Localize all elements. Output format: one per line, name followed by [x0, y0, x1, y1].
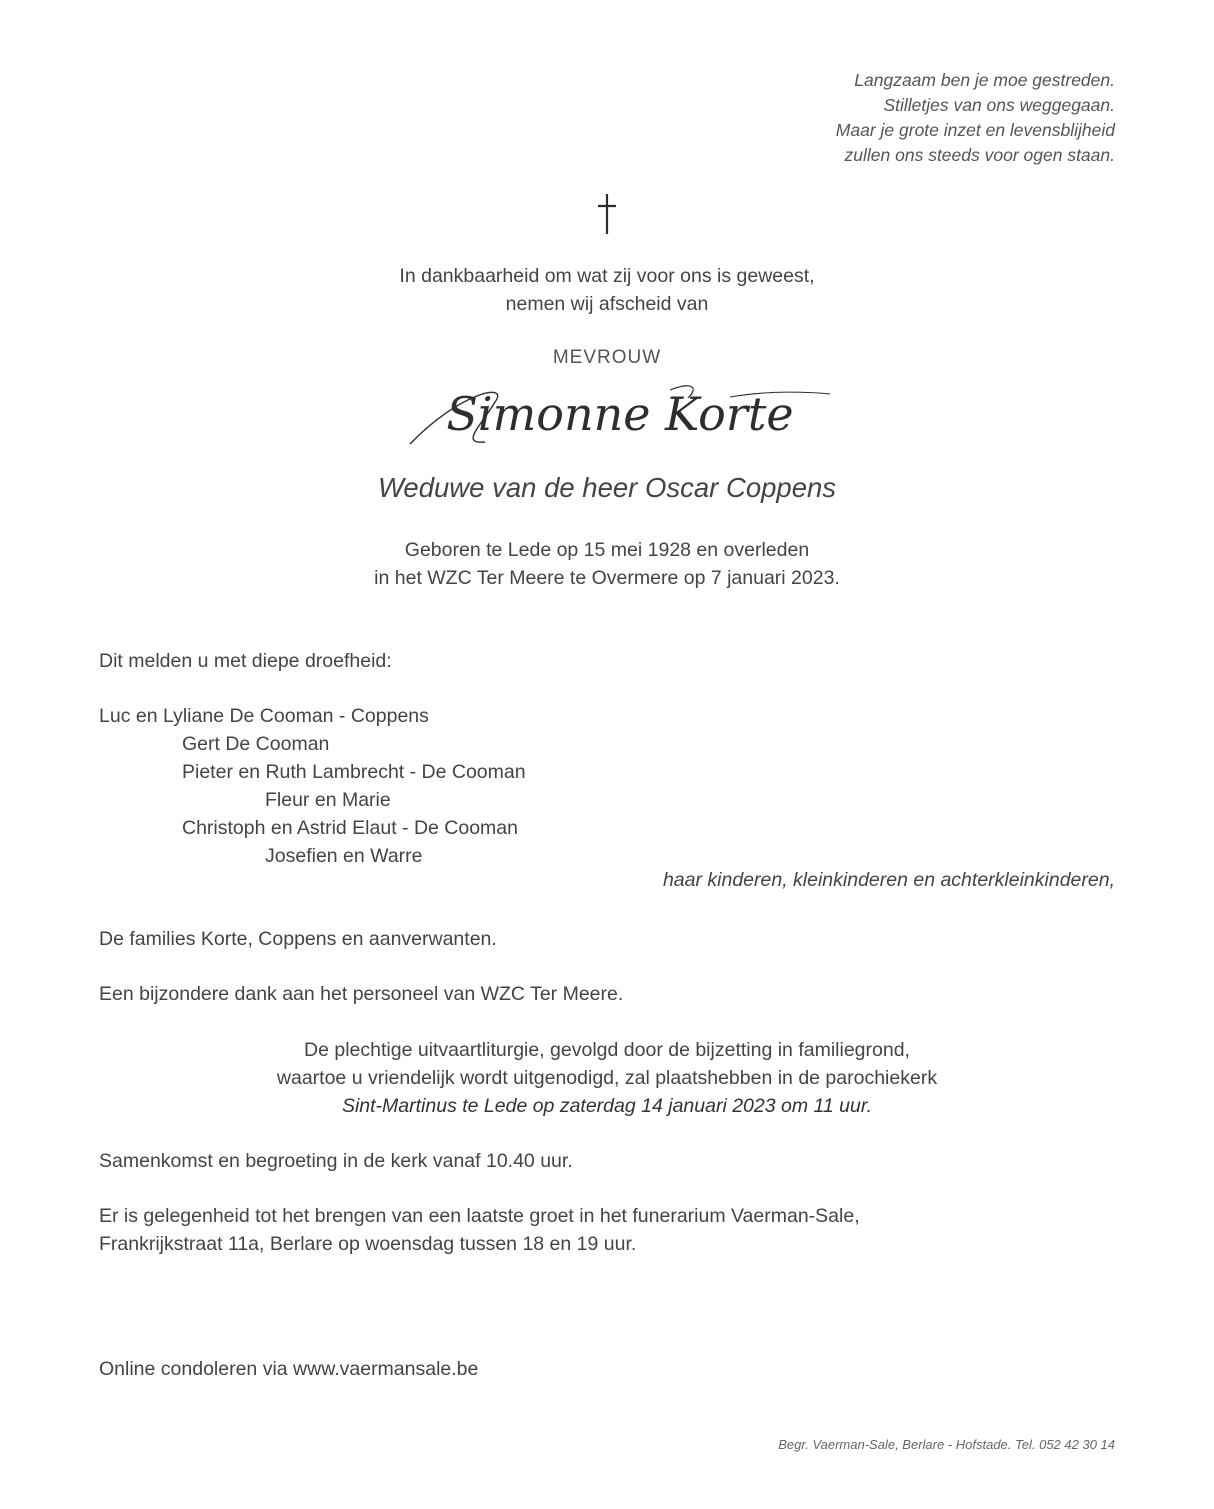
- family-member: Luc en Lyliane De Cooman - Coppens: [99, 705, 429, 727]
- deceased-name: Simonne Korte: [446, 387, 794, 441]
- family-list: [99, 702, 526, 870]
- visit-line: Frankrijkstraat 11a, Berlare op woensdag tussen 18 en 19 uur.: [99, 1233, 637, 1255]
- poem-line: zullen ons steeds voor ogen staan.: [844, 145, 1115, 165]
- birth-line: Geboren te Lede op 15 mei 1928 en overleden: [404, 539, 810, 561]
- intro-line: In dankbaarheid om wat zij voor ons is geweest,: [399, 265, 815, 287]
- honorific-title: MEVROUW: [552, 347, 662, 368]
- family-member: Gert De Cooman: [182, 733, 330, 755]
- birth-death-info: [0, 536, 1214, 592]
- family-relation: haar kinderen, kleinkinderen en achterkleinkinderen,: [662, 869, 1115, 891]
- death-line: in het WZC Ter Meere te Overmere op 7 januari 2023.: [374, 567, 840, 589]
- visit-line: Er is gelegenheid tot het brengen van een laatste groet in het funerarium Vaerman-Sale,: [99, 1205, 860, 1227]
- thanks-line: Een bijzondere dank aan het personeel van WZC Ter Meere.: [99, 983, 624, 1005]
- funerarium-visit: [99, 1202, 860, 1258]
- families-line: De families Korte, Coppens en aanverwanten.: [99, 928, 497, 950]
- intro-text: [0, 262, 1214, 318]
- family-member: Fleur en Marie: [265, 789, 391, 811]
- poem-line: Stilletjes van ons weggegaan.: [883, 95, 1115, 115]
- family-member: Pieter en Ruth Lambrecht - De Cooman: [182, 761, 526, 783]
- poem: [836, 68, 1115, 168]
- announcement: Dit melden u met diepe droefheid:: [99, 650, 392, 672]
- widow-line: Weduwe van de heer Oscar Coppens: [377, 472, 837, 503]
- latin-cross-icon: [590, 192, 624, 236]
- service-location-date: Sint-Martinus te Lede op zaterdag 14 januari 2023 om 11 uur.: [341, 1095, 873, 1117]
- service-line: waartoe u vriendelijk wordt uitgenodigd, zal plaatshebben in de parochiekerk: [276, 1067, 938, 1089]
- deceased-name-signature: [400, 372, 840, 462]
- poem-line: Langzaam ben je moe gestreden.: [854, 70, 1115, 90]
- family-member: Christoph en Astrid Elaut - De Cooman: [182, 817, 518, 839]
- intro-line: nemen wij afscheid van: [505, 293, 709, 315]
- family-member: Josefien en Warre: [265, 845, 423, 867]
- meeting-line: Samenkomst en begroeting in de kerk vanaf 10.40 uur.: [99, 1150, 573, 1172]
- funeral-director-footer: Begr. Vaerman-Sale, Berlare - Hofstade. Tel. 052 42 30 14: [778, 1437, 1115, 1452]
- online-condolence: Online condoleren via www.vaermansale.be: [99, 1358, 479, 1380]
- funeral-service-info: [0, 1036, 1214, 1120]
- service-line: De plechtige uitvaartliturgie, gevolgd door de bijzetting in familiegrond,: [304, 1039, 910, 1061]
- poem-line: Maar je grote inzet en levensblijheid: [835, 120, 1115, 140]
